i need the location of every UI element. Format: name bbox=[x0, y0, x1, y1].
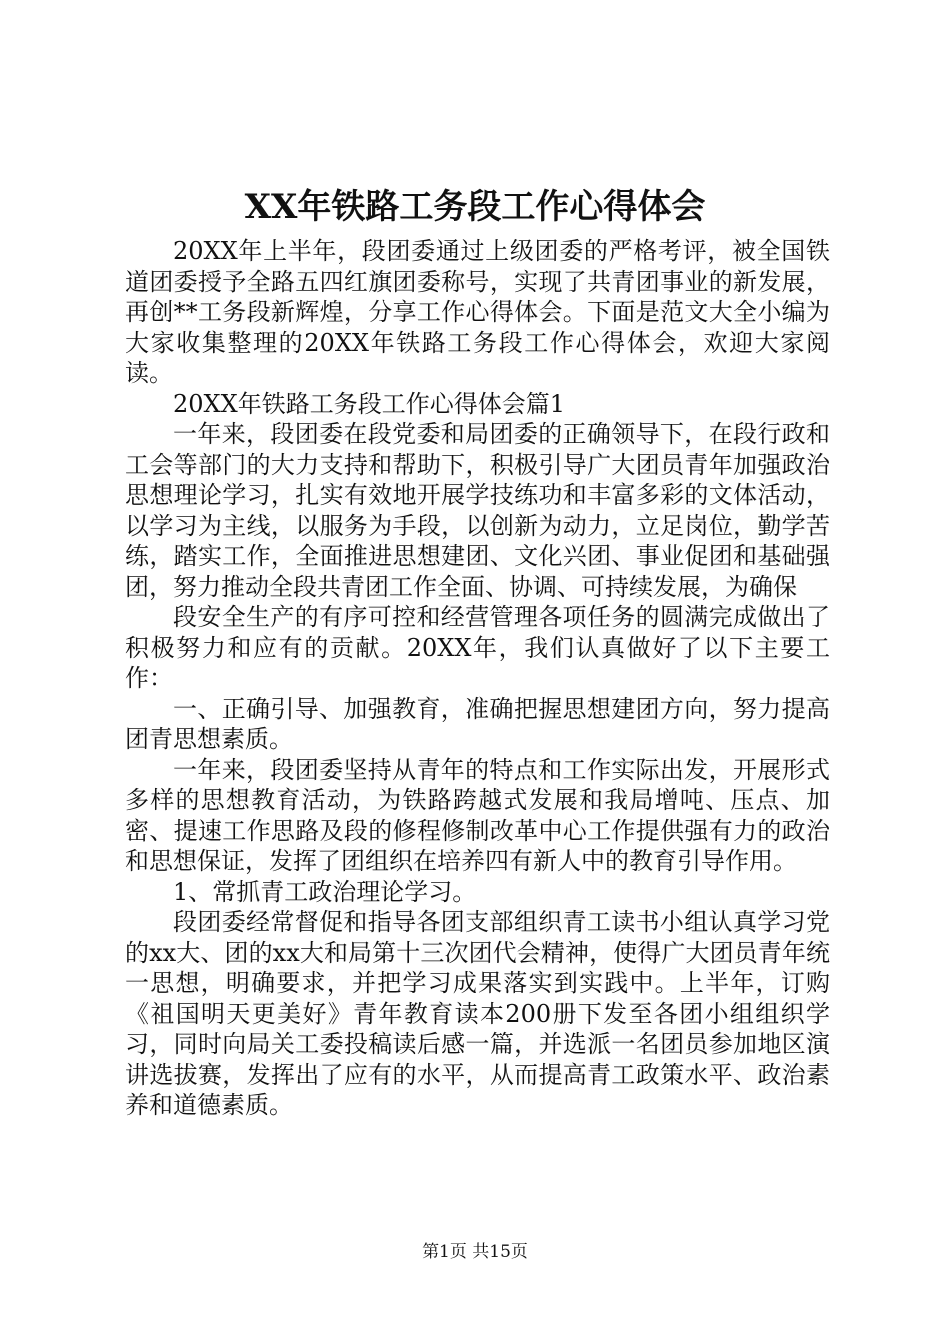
paragraph: 一年来，段团委坚持从青年的特点和工作实际出发，开展形式多样的思想教育活动，为铁路跨越式发展和我局增吨、压点、加密、提速工作思路及段的修程修制改革中心工作提供强有力的政治和思想保证，发挥了团组织在培养四有新人中的教育引导作用。 bbox=[125, 755, 830, 875]
page-total: 共15页 bbox=[472, 1242, 528, 1262]
section-heading: 20XX年铁路工务段工作心得体会篇1 bbox=[173, 389, 565, 418]
page-footer bbox=[0, 1240, 950, 1264]
document-body bbox=[125, 236, 830, 1121]
paragraph-intro: 20XX年上半年，段团委通过上级团委的严格考评，被全国铁道团委授予全路五四红旗团委称号，实现了共青团事业的新发展，再创**工务段新辉煌，分享工作心得体会。下面是范文大全小编为大家收集整理的20XX年铁路工务段工作心得体会，欢迎大家阅读。 bbox=[125, 237, 830, 387]
paragraph: 一、正确引导、加强教育，准确把握思想建团方向，努力提高团青思想素质。 bbox=[125, 694, 830, 753]
page-number: 第1页 bbox=[422, 1242, 467, 1262]
paragraph: 一年来，段团委在段党委和局团委的正确领导下，在段行政和工会等部门的大力支持和帮助下，积极引导广大团员青年加强政治思想理论学习，扎实有效地开展学技练功和丰富多彩的文体活动，以学习为主线，以服务为手段，以创新为动力，立足岗位，勤学苦练，踏实工作，全面推进思想建团、文化兴团、事业促团和基础强团，努力推动全段共青团工作全面、协调、可持续发展，为确保 bbox=[125, 420, 830, 601]
paragraph: 1、常抓青工政治理论学习。 bbox=[173, 877, 477, 906]
paragraph: 段团委经常督促和指导各团支部组织青工读书小组认真学习党的xx大、团的xx大和局第十三次团代会精神，使得广大团员青年统一思想，明确要求，并把学习成果落实到实践中。上半年，订购《祖国明天更美好》青年教育读本200册下发至各团小组组织学习，同时向局关工委投稿读后感一篇，并选派一名团员参加地区演讲选拔赛，发挥出了应有的水平，从而提高青工政策水平、政治素养和道德素质。 bbox=[125, 908, 830, 1119]
document-title: XX年铁路工务段工作心得体会 bbox=[244, 187, 706, 227]
paragraph: 段安全生产的有序可控和经营管理各项任务的圆满完成做出了积极努力和应有的贡献。20XX年，我们认真做好了以下主要工作： bbox=[125, 603, 830, 692]
